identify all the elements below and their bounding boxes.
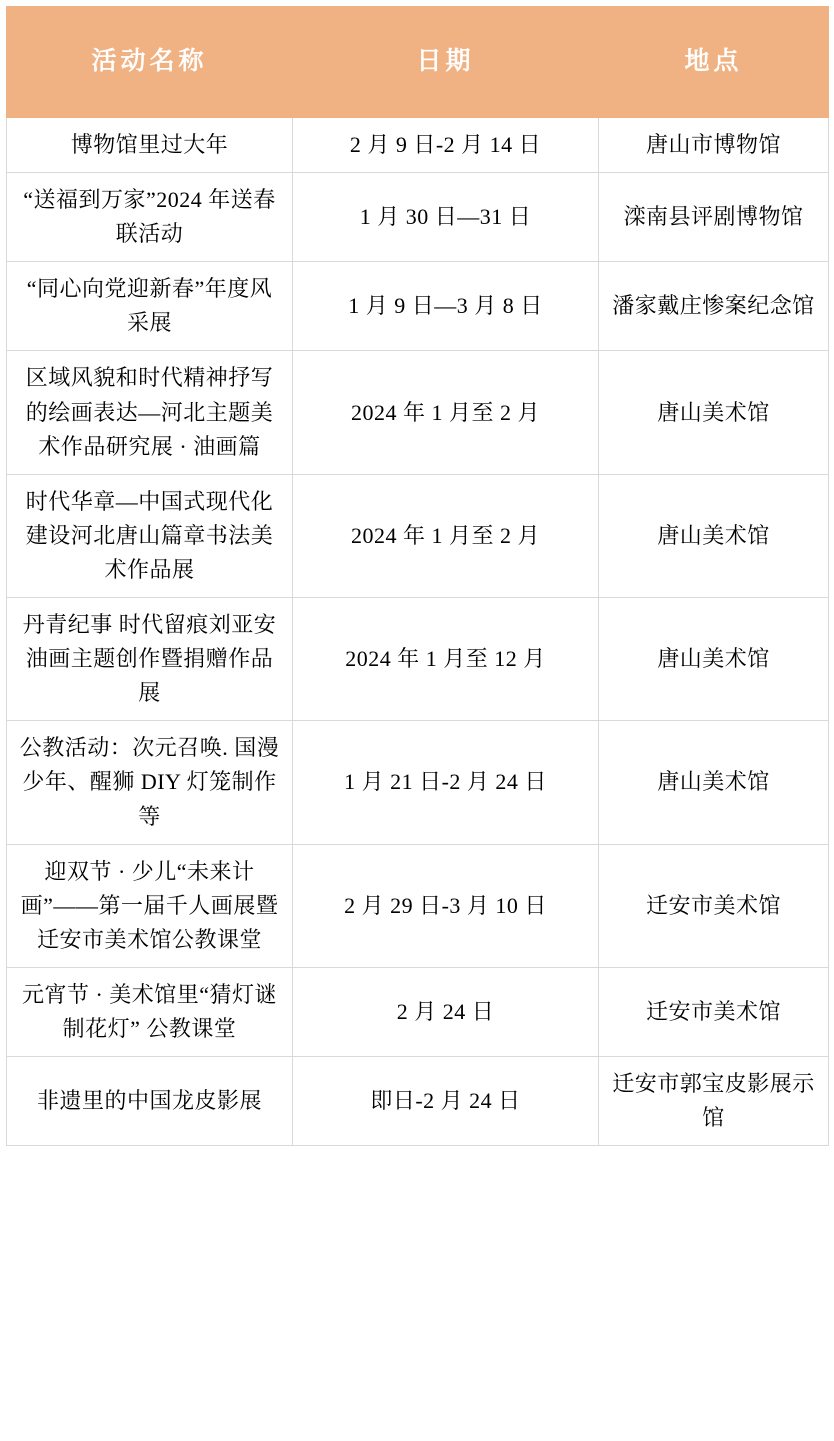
- cell-activity-name: 元宵节 · 美术馆里“猜灯谜 制花灯” 公教课堂: [7, 967, 293, 1056]
- cell-activity-place: 滦南县评剧博物馆: [599, 173, 829, 262]
- table-row: [7, 351, 829, 474]
- table-body: [7, 118, 829, 1146]
- cell-activity-name: 丹青纪事 时代留痕刘亚安油画主题创作暨捐赠作品展: [7, 598, 293, 721]
- cell-activity-date: 2024 年 1 月至 2 月: [293, 474, 599, 597]
- cell-activity-date: 2 月 29 日-3 月 10 日: [293, 844, 599, 967]
- cell-activity-place: 潘家戴庄惨案纪念馆: [599, 262, 829, 351]
- table-row: [7, 598, 829, 721]
- cell-activity-place: 唐山美术馆: [599, 721, 829, 844]
- column-header-name: 活动名称: [7, 7, 293, 118]
- cell-activity-place: 迁安市郭宝皮影展示馆: [599, 1057, 829, 1146]
- cell-activity-place: 迁安市美术馆: [599, 967, 829, 1056]
- cell-activity-place: 唐山美术馆: [599, 351, 829, 474]
- cell-activity-date: 2024 年 1 月至 12 月: [293, 598, 599, 721]
- cell-activity-name: 公教活动：次元召唤. 国漫少年、醒狮 DIY 灯笼制作等: [7, 721, 293, 844]
- cell-activity-name: 博物馆里过大年: [7, 118, 293, 173]
- table-row: [7, 118, 829, 173]
- cell-activity-date: 1 月 21 日-2 月 24 日: [293, 721, 599, 844]
- table-row: [7, 721, 829, 844]
- cell-activity-name: 时代华章—中国式现代化建设河北唐山篇章书法美术作品展: [7, 474, 293, 597]
- table-row: [7, 262, 829, 351]
- activities-table: [6, 6, 829, 1146]
- table-header-row: [7, 7, 829, 118]
- cell-activity-name: “送福到万家”2024 年送春联活动: [7, 173, 293, 262]
- table-row: [7, 474, 829, 597]
- cell-activity-name: 区域风貌和时代精神抒写的绘画表达—河北主题美术作品研究展 · 油画篇: [7, 351, 293, 474]
- table-header: [7, 7, 829, 118]
- cell-activity-date: 1 月 9 日—3 月 8 日: [293, 262, 599, 351]
- table-row: [7, 173, 829, 262]
- column-header-place: 地点: [599, 7, 829, 118]
- table-row: [7, 1057, 829, 1146]
- cell-activity-date: 即日-2 月 24 日: [293, 1057, 599, 1146]
- cell-activity-place: 唐山市博物馆: [599, 118, 829, 173]
- cell-activity-place: 迁安市美术馆: [599, 844, 829, 967]
- cell-activity-date: 2024 年 1 月至 2 月: [293, 351, 599, 474]
- cell-activity-date: 1 月 30 日—31 日: [293, 173, 599, 262]
- cell-activity-date: 2 月 24 日: [293, 967, 599, 1056]
- cell-activity-name: “同心向党迎新春”年度风采展: [7, 262, 293, 351]
- cell-activity-place: 唐山美术馆: [599, 598, 829, 721]
- table-row: [7, 967, 829, 1056]
- cell-activity-name: 迎双节 · 少儿“未来计画”——第一届千人画展暨迁安市美术馆公教课堂: [7, 844, 293, 967]
- cell-activity-name: 非遗里的中国龙皮影展: [7, 1057, 293, 1146]
- cell-activity-date: 2 月 9 日-2 月 14 日: [293, 118, 599, 173]
- cell-activity-place: 唐山美术馆: [599, 474, 829, 597]
- column-header-date: 日期: [293, 7, 599, 118]
- table-row: [7, 844, 829, 967]
